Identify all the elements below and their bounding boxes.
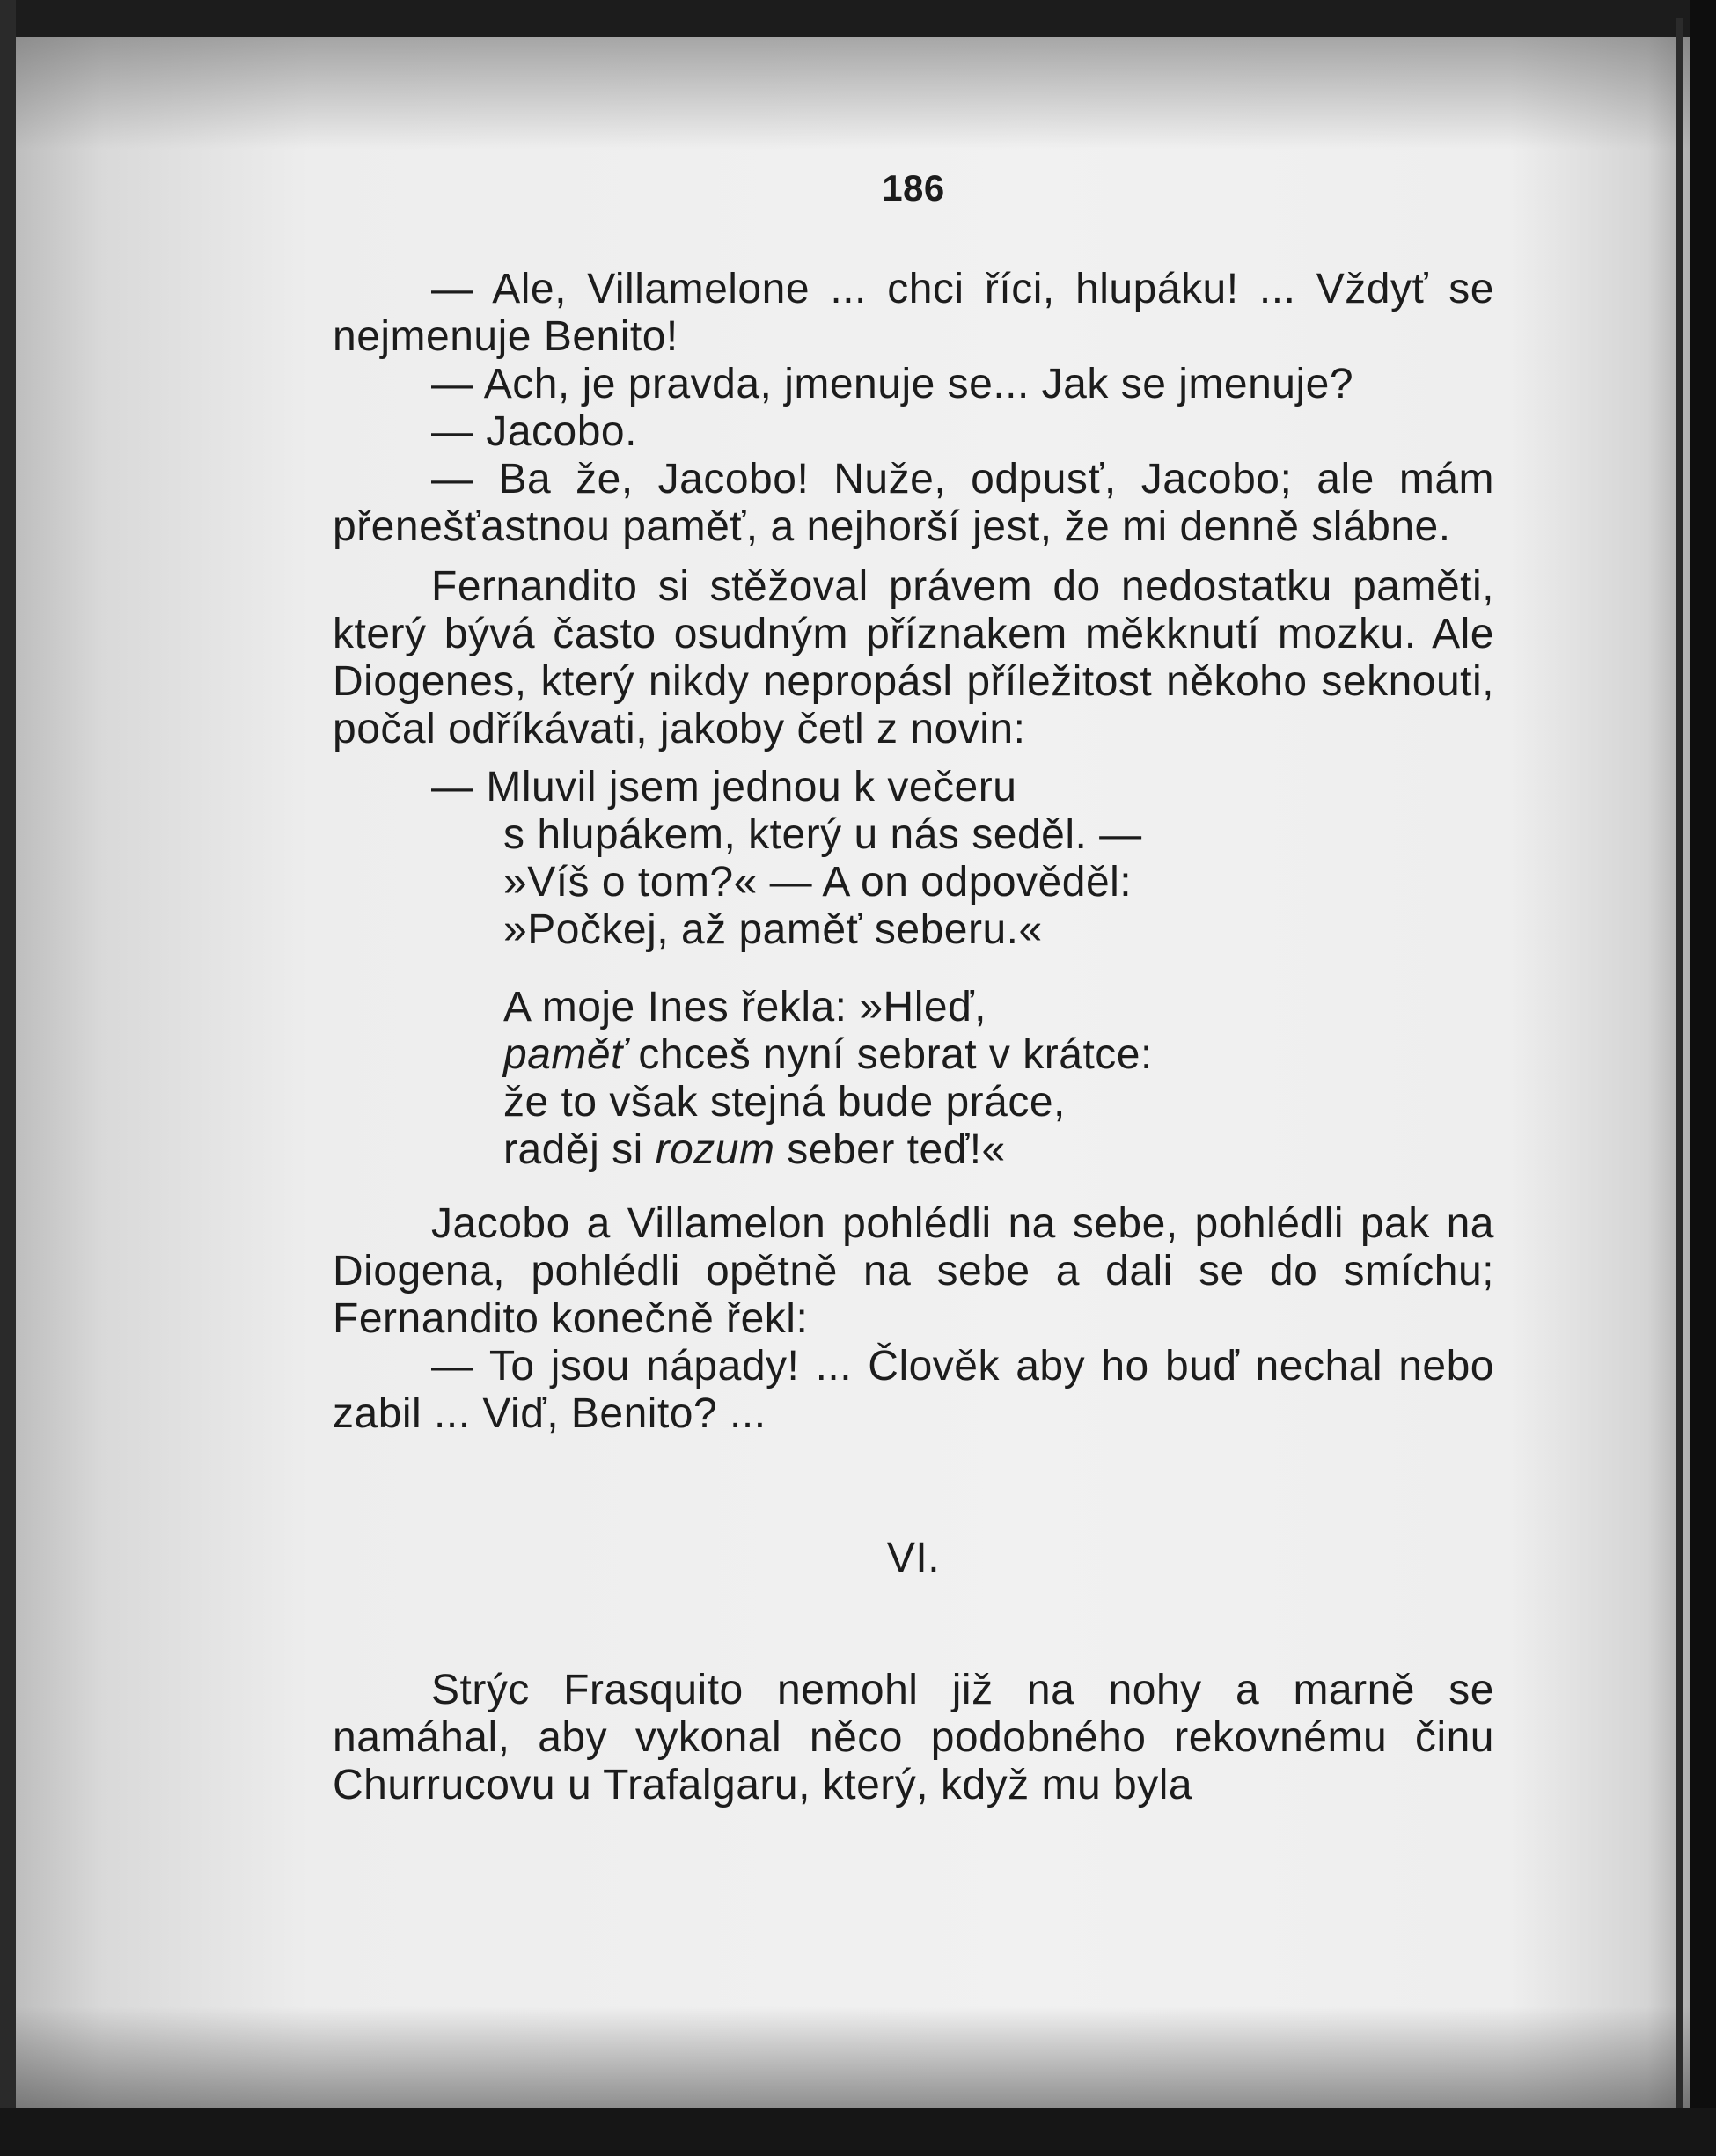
verse-line-end: seber teď!«	[774, 1126, 1006, 1173]
verse-line: s hlupákem, který u nás seděl. —	[503, 811, 1142, 858]
scan-shadow-top	[0, 35, 1716, 150]
chapter-heading: VI.	[886, 1535, 941, 1581]
verse-line: »Počkej, až paměť seberu.«	[503, 906, 1043, 953]
paragraph: — Jacobo.	[431, 408, 637, 455]
paragraph: — Ale, Villamelone ... chci říci, hlupáku! ... Vždyť se nejmenuje Benito!	[333, 266, 1494, 360]
verse-line-rest: chceš nyní sebrat v krátce:	[626, 1031, 1153, 1078]
scan-edge-left	[0, 0, 16, 2156]
scan-edge-bottom	[0, 2108, 1716, 2156]
paragraph: — Ach, je pravda, jmenuje se... Jak se jmenuje?	[431, 361, 1354, 407]
italic-word: rozum	[655, 1126, 775, 1173]
verse-stanza-1	[431, 764, 1494, 954]
verse-stanza-2	[431, 984, 1494, 1174]
paragraph: Strýc Frasquito nemohl již na nohy a marně se namáhal, aby vykonal něco podobného rekovnému činu Churrucovu u Trafalgaru, který, když mu byla	[333, 1667, 1494, 1808]
verse-line-start: raděj si	[503, 1126, 656, 1173]
paragraph: Fernandito si stěžoval právem do nedostatku paměti, který bývá často osudným příznakem měkknutí mozku. Ale Diogenes, který nikdy nepropásl příležitost někoho seknouti, počal odříkávati, jakoby četl z novin:	[333, 563, 1494, 752]
page-body	[333, 266, 1494, 1809]
page-number: 186	[882, 167, 945, 209]
paragraph: — Ba že, Jacobo! Nuže, odpusť, Jacobo; ale mám přenešťastnou paměť, a nejhorší jest, že mi denně slábne.	[333, 456, 1494, 550]
scan-edge-right-line	[1676, 18, 1683, 2130]
verse-line: »Víš o tom?« — A on odpověděl:	[503, 859, 1133, 906]
scan-edge-top	[0, 0, 1716, 37]
scan-edge-right	[1690, 0, 1716, 2156]
italic-word: paměť	[503, 1031, 627, 1078]
verse-line	[503, 1126, 1494, 1174]
verse-line: — Mluvil jsem jednou k večeru	[431, 764, 1017, 810]
scan-shadow-bottom	[0, 2006, 1716, 2110]
verse-line: že to však stejná bude práce,	[503, 1079, 1066, 1126]
paragraph: — To jsou nápady! ... Člověk aby ho buď nechal nebo zabil ... Viď, Benito? ...	[333, 1343, 1494, 1437]
verse-line: A moje Ines řekla: »Hleď,	[503, 984, 986, 1030]
verse-line	[503, 1031, 1494, 1079]
paragraph: Jacobo a Villamelon pohlédli na sebe, pohlédli pak na Diogena, pohlédli opětně na sebe a dali se do smíchu; Fernandito konečně řekl:	[333, 1200, 1494, 1342]
